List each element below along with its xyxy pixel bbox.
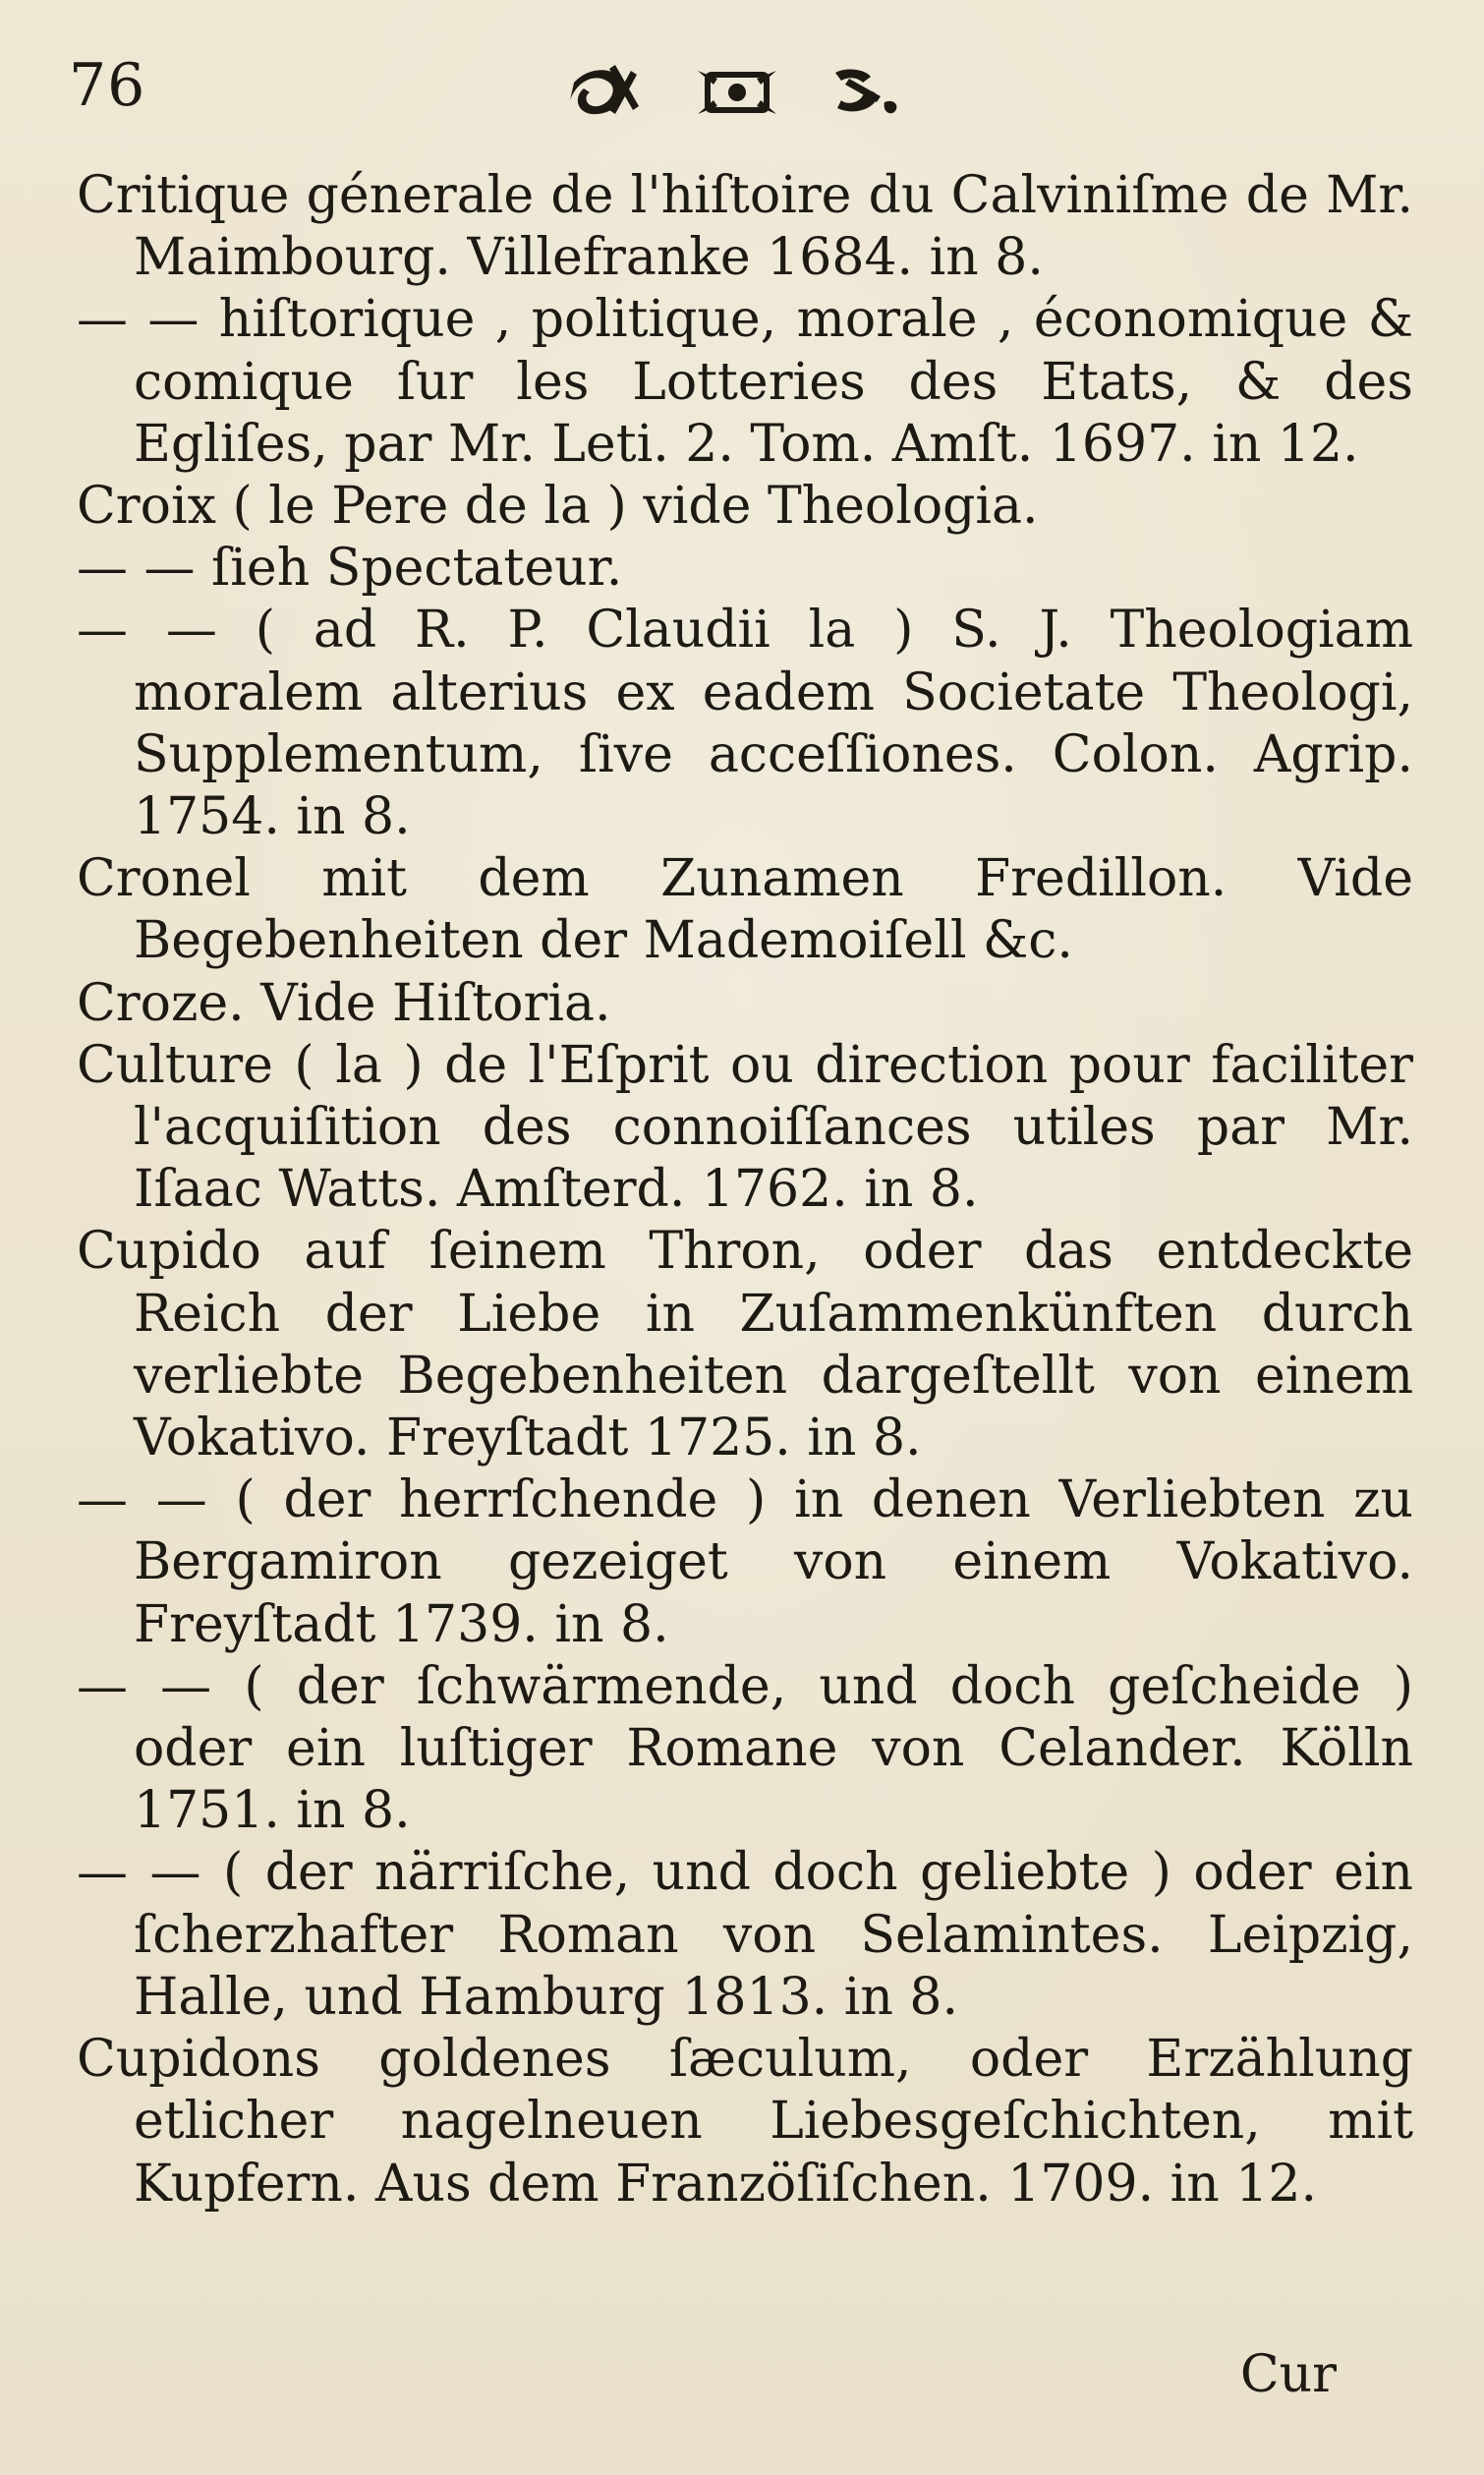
entry-critique: Critique génerale de l'hiſtoire du Calviniſme de Mr. Maimbourg. Villefranke 1684. in 8. [77, 166, 1413, 288]
printers-ornament-icon [550, 49, 924, 128]
entry-croix: Croix ( le Pere de la ) vide Theologia. [77, 477, 1039, 537]
entry-cupido-naerrische: — — ( der närriſche, und doch geliebte ) oder ein ſcherzhafter Roman von Selamintes. Leipzig, Halle, und Hamburg 1813. in 8. [77, 1843, 1413, 2027]
entry-critique-lotteries: — — hiſtorique , politique, morale , économique & comique ſur les Lotteries des Etats, & des Egliſes, par Mr. Leti. 2. Tom. Amſt. 1697. in 12. [77, 290, 1413, 474]
entry-croix-spectateur: — — ſieh Spectateur. [77, 539, 623, 599]
catchword: Cur [1239, 2345, 1337, 2404]
page-number: 76 [69, 51, 146, 120]
entries-list [77, 165, 1413, 2216]
entry-cupidons: Cupidons goldenes ſæculum, oder Erzählung etlicher nagelneuen Liebesgeſchichten, mit Kupfern. Aus dem Franzöſiſchen. 1709. in 12. [77, 2030, 1413, 2214]
entry-culture: Culture ( la ) de l'Eſprit ou direction pour faciliter l'acquiſition des connoiſſances utiles par Mr. Iſaac Watts. Amſterd. 1762. in 8. [77, 1035, 1413, 1220]
entry-croze: Croze. Vide Hiſtoria. [77, 973, 611, 1033]
entry-cupido-herrschende: — — ( der herrſchende ) in denen Verliebten zu Bergamiron gezeiget von einem Vokativo. Freyſtadt 1739. in 8. [77, 1470, 1413, 1654]
entry-cupido: Cupido auf ſeinem Thron, oder das entdeckte Reich der Liebe in Zuſammenkünften durch verliebte Begebenheiten dargeſtellt von einem Vokativo. Freyſtadt 1725. in 8. [77, 1222, 1413, 1468]
entry-croix-theologiam: — — ( ad R. P. Claudii la ) S. J. Theologiam moralem alterius ex eadem Societate Theologi, Supplementum, ſive acceſſiones. Colon. Agrip. 1754. in 8. [77, 601, 1413, 847]
entry-cronel: Cronel mit dem Zunamen Fredillon. Vide Begebenheiten der Mademoiſell &c. [77, 849, 1413, 971]
entry-cupido-schwaermende: — — ( der ſchwärmende, und doch geſcheide ) oder ein luſtiger Romane von Celander. Kölln 1751. in 8. [77, 1656, 1413, 1841]
